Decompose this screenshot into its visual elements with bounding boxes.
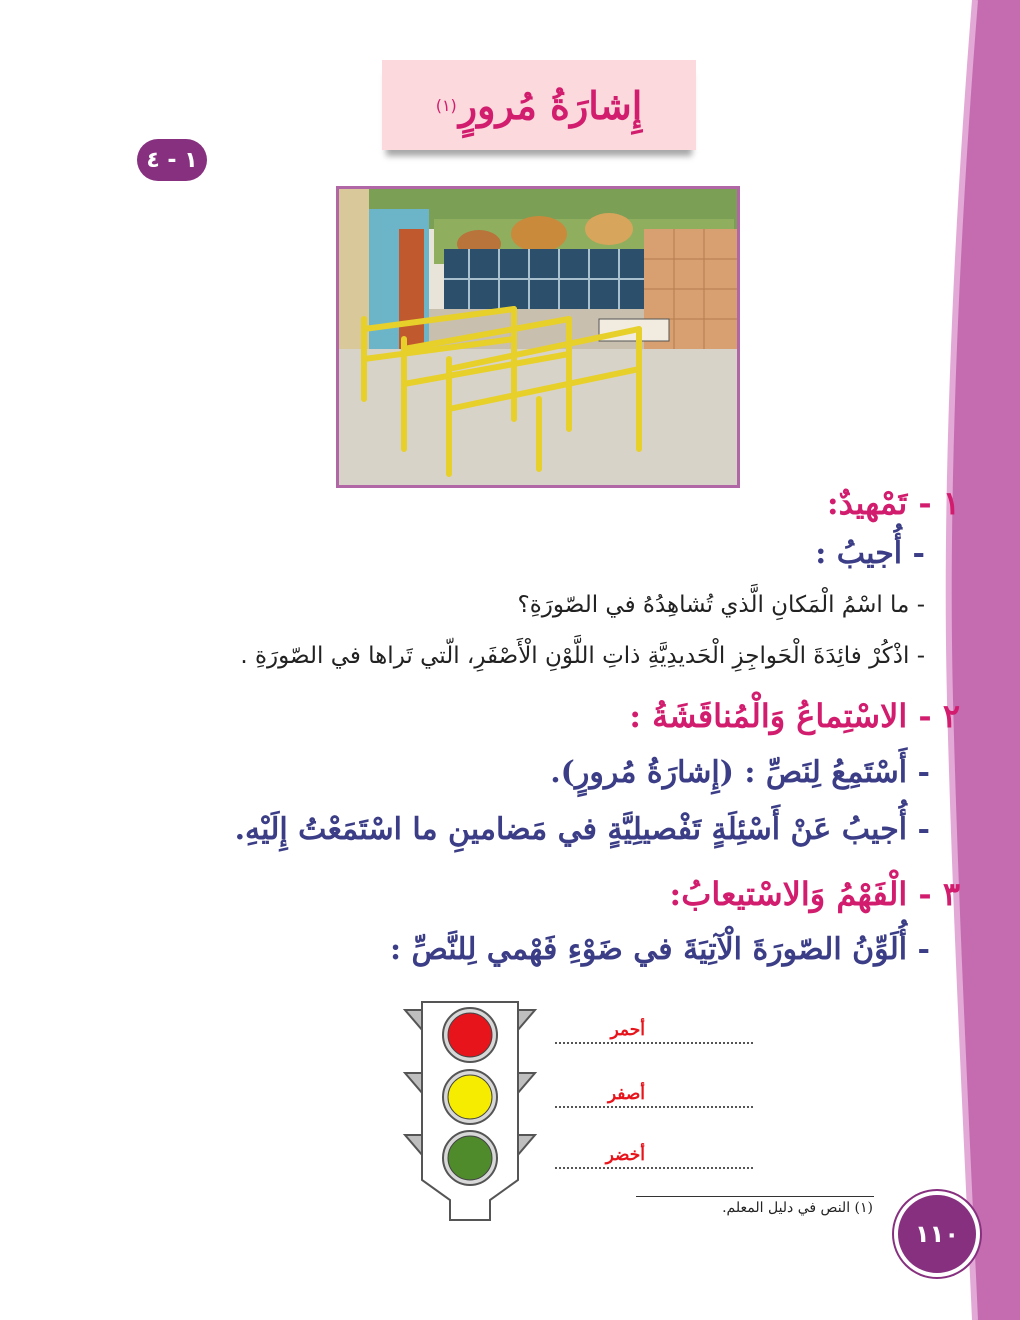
section-1-question-2: - اذْكُرْ فائِدَةَ الْحَواجِزِ الْحَديدِيَّةِ ذاتِ اللَّوْنِ الْأَصْفَرِ، الّتي تَراها في الصّورَةِ .	[240, 643, 925, 669]
yellow-lamp	[448, 1075, 492, 1119]
lesson-title-box	[382, 60, 696, 150]
answer-line-red[interactable]	[555, 1012, 753, 1044]
lesson-title: إِشارَةُ مُرورٍ	[458, 82, 643, 128]
footnote: (١) النص في دليل المعلم.	[722, 1200, 873, 1216]
green-lamp	[448, 1136, 492, 1180]
answer-yellow-label: أصفر	[607, 1084, 645, 1103]
answer-red-label: أحمر	[610, 1020, 645, 1039]
section-2-line-2: - أُجيبُ عَنْ أَسْئِلَةٍ تَفْصيلِيَّةٍ في مَضامينِ ما اسْتَمَعْتُ إِلَيْهِ.	[234, 812, 930, 847]
section-1-sub-heading: - أُجيبُ :	[815, 536, 925, 571]
section-2-heading: ٢ - الاسْتِماعُ وَالْمُناقَشَةُ :	[629, 697, 960, 735]
hall-photo-illustration	[339, 189, 737, 485]
lesson-number-badge: ١ - ٤	[137, 139, 207, 181]
answer-line-yellow[interactable]	[555, 1076, 753, 1108]
red-lamp	[448, 1013, 492, 1057]
section-1-question-1: - ما اسْمُ الْمَكانِ الَّذي تُشاهِدُهُ في الصّورَةِ؟	[517, 592, 925, 618]
section-2-line-1: - أَسْتَمِعُ لِنَصِّ : (إِشارَةُ مُرورٍ).	[550, 755, 930, 790]
hall-photo	[336, 186, 740, 488]
title-footnote-mark: (١)	[435, 95, 457, 115]
footnote-divider	[636, 1196, 874, 1197]
section-3-heading: ٣ - الْفَهْمُ وَالاسْتيعابُ:	[669, 875, 960, 913]
page-number: ١١٠	[894, 1191, 980, 1277]
answer-line-green[interactable]	[555, 1137, 753, 1169]
section-3-line: - أُلَوِّنُ الصّورَةَ الْآتِيَةَ في ضَوْءِ فَهْمي لِلنَّصِّ :	[389, 932, 930, 967]
answer-green-label: أخضر	[605, 1145, 645, 1164]
section-1-heading: ١ - تَمْهيدٌ:	[826, 484, 960, 522]
traffic-light-illustration	[400, 1000, 540, 1222]
